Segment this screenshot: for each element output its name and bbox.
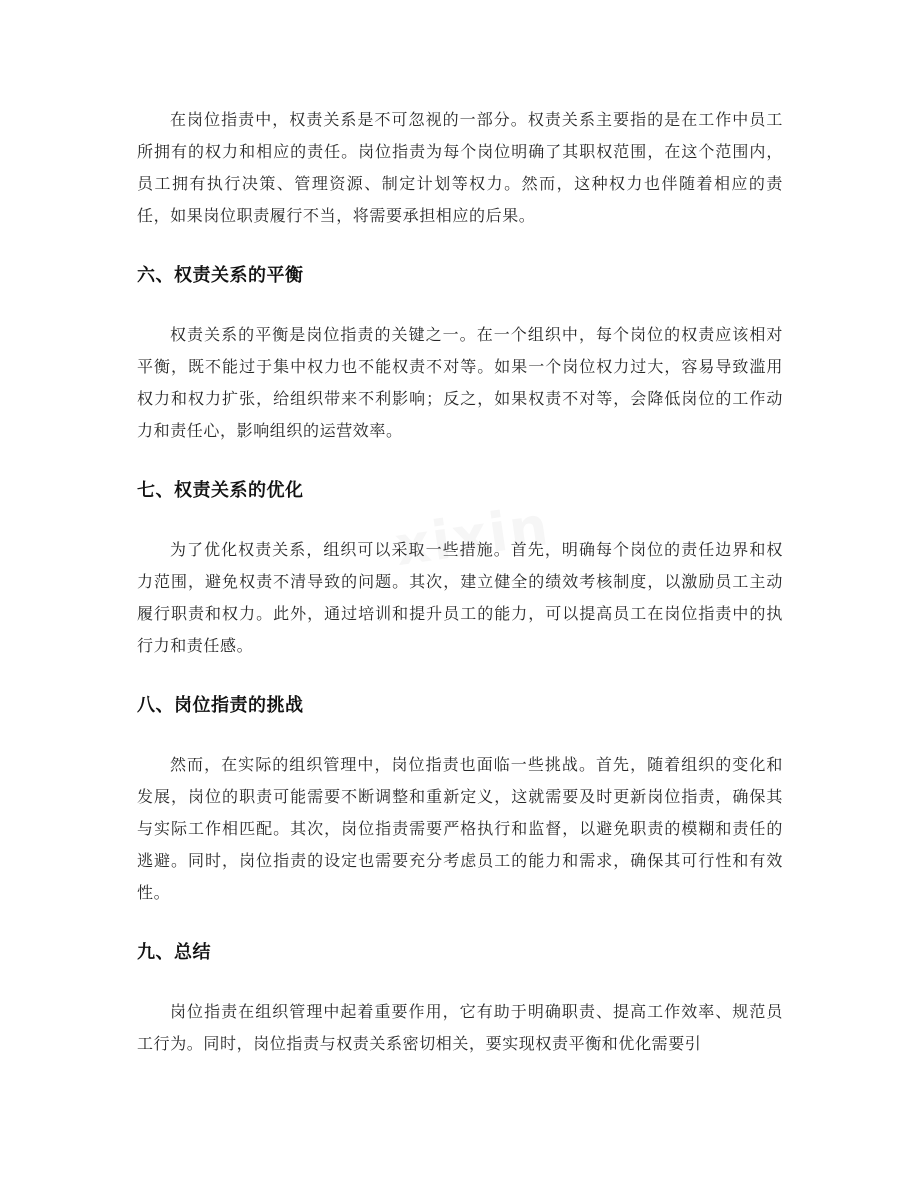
section-heading-9: 九、总结 — [137, 942, 211, 963]
document-body — [137, 104, 783, 1087]
section-paragraph-7: 为了优化权责关系，组织可以采取一些措施。首先，明确每个岗位的责任边界和权力范围，避免权责不清导致的问题。其次，建立健全的绩效考核制度，以激励员工主动履行职责和权力。此外，通过培训和提升员工的能力，可以提高员工在岗位指责中的执行力和责任感。 — [137, 540, 783, 655]
intro-paragraph: 在岗位指责中，权责关系是不可忽视的一部分。权责关系主要指的是在工作中员工所拥有的权力和相应的责任。岗位指责为每个岗位明确了其职权范围，在这个范围内，员工拥有执行决策、管理资源、制定计划等权力。然而，这种权力也伴随着相应的责任，如果岗位职责履行不当，将需要承担相应的后果。 — [137, 110, 783, 225]
section-paragraph-6: 权责关系的平衡是岗位指责的关键之一。在一个组织中，每个岗位的权责应该相对平衡，既不能过于集中权力也不能权责不对等。如果一个岗位权力过大，容易导致滥用权力和权力扩张，给组织带来不利影响；反之，如果权责不对等，会降低岗位的工作动力和责任心，影响组织的运营效率。 — [137, 325, 783, 440]
section-heading-6: 六、权责关系的平衡 — [137, 265, 304, 286]
section-heading-7: 七、权责关系的优化 — [137, 480, 304, 501]
section-paragraph-8: 然而，在实际的组织管理中，岗位指责也面临一些挑战。首先，随着组织的变化和发展，岗位的职责可能需要不断调整和重新定义，这就需要及时更新岗位指责，确保其与实际工作相匹配。其次，岗位指责需要严格执行和监督，以避免职责的模糊和责任的逃避。同时，岗位指责的设定也需要充分考虑员工的能力和需求，确保其可行性和有效性。 — [137, 755, 783, 902]
section-heading-8: 八、岗位指责的挑战 — [137, 695, 304, 716]
section-paragraph-9: 岗位指责在组织管理中起着重要作用，它有助于明确职责、提高工作效率、规范员工行为。同时，岗位指责与权责关系密切相关，要实现权责平衡和优化需要引 — [137, 1002, 783, 1053]
